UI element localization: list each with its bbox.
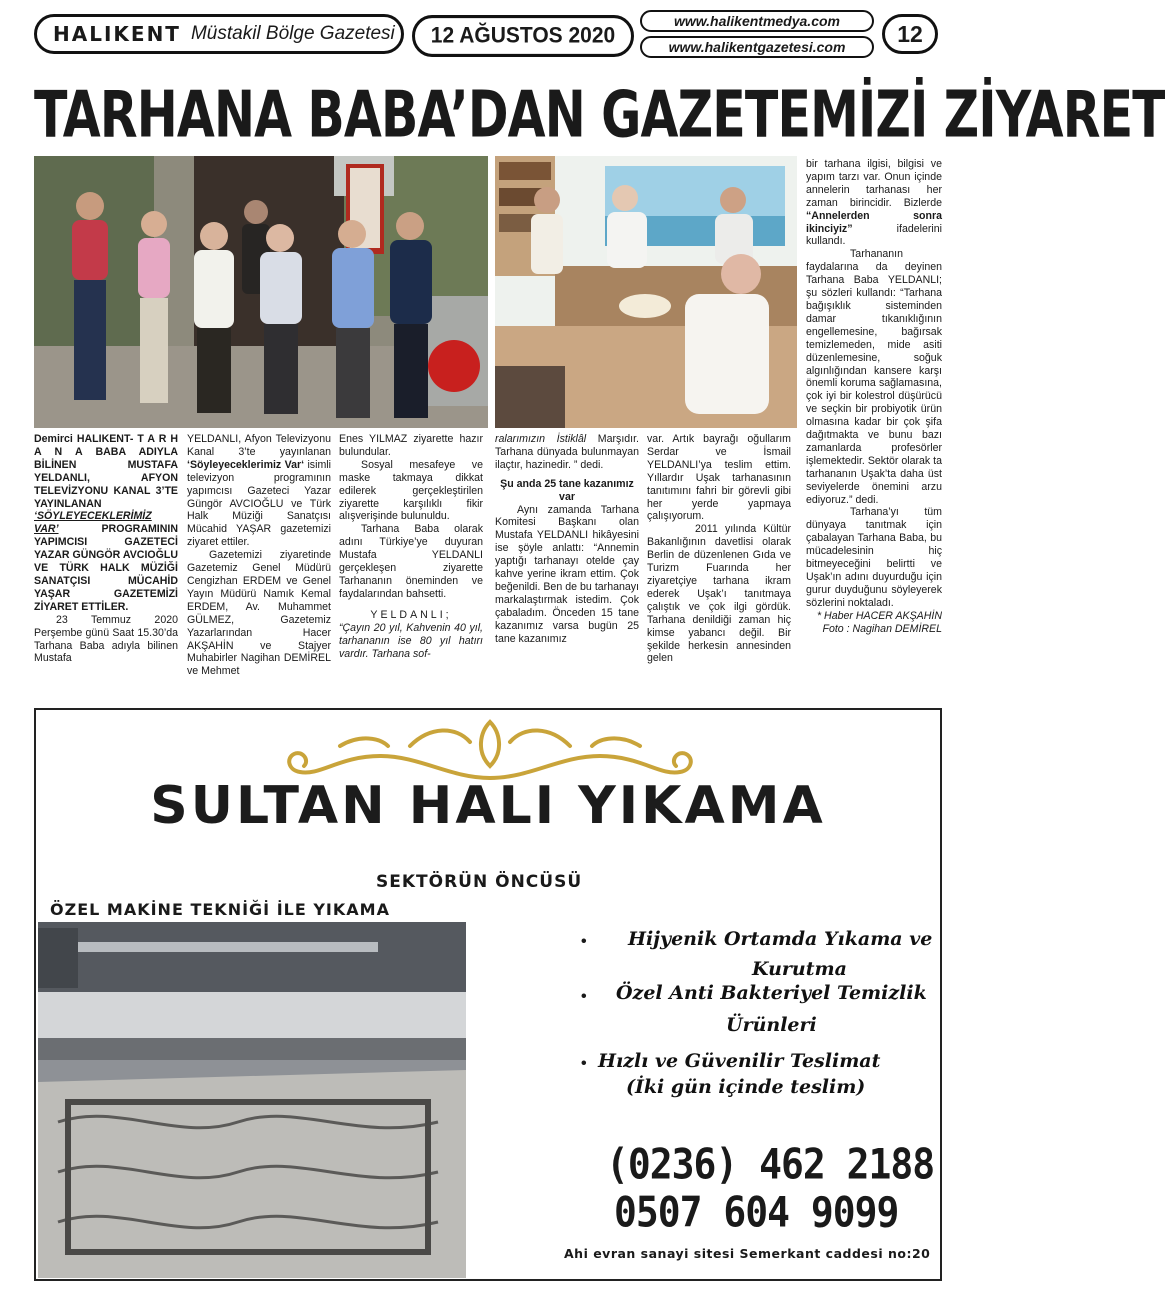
visit-group-photo — [34, 156, 488, 428]
article-column-1 — [34, 433, 178, 705]
program-name: ‘SÖYLEYECEKLERİMİZ VAR’ — [34, 510, 152, 536]
phone-landline[interactable]: (0236) 462 2188 — [606, 1139, 935, 1189]
feature-delivery: Hızlı ve Güvenilir Teslimat — [598, 1050, 881, 1072]
article-text: bir tarhana ilgisi, bilgisi ve yapım tarzı var. Onun içinde annelerin tarhanası her zaman birincidir. Bizlerde — [806, 158, 942, 209]
article-paragraph: Tarhana Baba olarak adını Türkiye’ye duyuran Mustafa YELDANLI gerçekleşen ziyarette Tarhananın öneminden ve faydalarından bahsetti. — [339, 523, 483, 600]
article-paragraph: 2011 yılında Kültür Bakanlığının davetlisi olarak Berlin de düzenlenen Gıda ve Turizm Fuarında her ziyaretçiye tarhana ikram ederek Uşak’ı tanıtmaya çalıştık ve çok ilgi gördük. Tarhana denildiği zaman hiç kimse yabancı değil. Bir şekilde herkesin annesinden gelen — [647, 523, 791, 665]
article-paragraph: Gazetemizi ziyaretinde Gazetemiz Genel Müdürü Cengizhan ERDEM ve Genel Yayın Müdürü Namık Kemal ERDEM, Av. Muhammet GÜLMEZ, Gazetemiz Yazarlarından Hacer AKŞAHİN ve Stajyer Muhabirler Nagihan DEMİREL ve Mehmet — [187, 549, 331, 678]
bullet-point: • — [581, 933, 587, 950]
feature-antibacterial: Özel Anti Bakteriyel Temizlik — [616, 982, 927, 1004]
article-paragraph: var. Artık bayrağı oğullarım Serdar ve İsmail YELDANLI’ya teslim ettim. Yıllardır Uşak tarhanasının tanıtımını fahri bir görevli gibi her yerde yapmaya çalışıyorum. — [647, 433, 791, 523]
advert-brand-name: SULTAN HALI YIKAMA — [150, 776, 826, 836]
article-text: isimli televizyon programının yapımcısı Gazeteci Yazar Güngör AVCIOĞLU ve Türk Halk Müziği Sanatçısı Mücahid YAŞAR gazetemizi ziyaret ettiler. — [187, 458, 331, 549]
feature-delivery-cont: (İki gün içinde teslim) — [626, 1076, 866, 1098]
photo-credit: Foto : Nagihan DEMİREL — [822, 622, 942, 635]
quote-highlight: “Annelerden sonra ikinciyiz” — [806, 209, 942, 235]
meeting-photo-illustration — [495, 156, 797, 428]
article-paragraph: Tarhananın faydalarına da deyinen Tarhana Baba YELDANLI; şu sözleri kullandı: “Tarhana bağışıklık sisteminden damar tıkanıklığının engellemesine, bağırsak temizlemeden, mide asiti düzenlemesine, soğuk algınlığından kansere karşı önemli koruma sağlamasına, çok iyi bir kolestrol düşürücü ve seçkin bir probiyotik ürün olmasına kadar bir çok şifa dağıtmakta ve bunu bazı zamanlarda profesörler işlemektedir. Sektör olarak ta tarhananın Uşak’ta daha üst seviyelerde önemini arzu ediyoruz.” dedi. — [806, 248, 943, 506]
article-text: ifadelerini kullandı. — [806, 222, 942, 248]
author-credit: * Haber HACER AKŞAHİN — [816, 609, 942, 622]
bullet-point: • — [581, 988, 587, 1005]
article-column-5 — [647, 433, 791, 705]
feature-antibacterial-cont: Ürünleri — [726, 1014, 817, 1036]
masthead-name: HALIKENT — [53, 22, 181, 46]
masthead-subtitle: Müstakil Bölge Gazetesi — [190, 23, 395, 44]
article-column-3 — [339, 433, 483, 705]
article-text: YELDANLI, Afyon Televizyonu Kanal 3’te yayınlanan — [187, 433, 331, 458]
advert-slogan: SEKTÖRÜN ÖNCÜSÜ — [376, 872, 583, 892]
advert-address: Ahi evran sanayi sitesi Semerkant caddesi no:20 — [564, 1246, 931, 1261]
article-column-2 — [187, 433, 331, 705]
article-headline: TARHANA BABA’DAN GAZETEMİZİ ZİYARET — [34, 78, 1165, 152]
article-column-6 — [806, 158, 942, 705]
masthead — [34, 14, 404, 54]
article-lead-end: PROGRAMININ YAPIMCISI GAZETECİ YAZAR GÜNGÖR AVCIOĞLU VE TÜRK HALK MÜZİĞİ SANATÇISI MÜCAHİD YAŞAR GAZETEMİZİ ZİYARET ETTİLER. — [34, 523, 178, 613]
quote-text: ralarımızın İstiklâl — [495, 433, 587, 445]
article-paragraph: Aynı zamanda Tarhana Komitesi Başkanı olan Mustafa YELDANLI hikâyesini ise şöyle anlattı: “Annemin yaptığı tarhanayı otelde çay kahve yerine ikram ettim. Çok beğenildi. Ben de bu tarhanayı markalaştırmak istedim. Çok çabaladım. Önceden 15 tane kazanımız varsa bugün 25 tane kazanımız — [495, 503, 639, 645]
speaker-quote: “Çayın 20 yıl, Kahvenin 40 yıl, tarhananın ise 80 yıl hatırı vardır. Tarhana sof- — [339, 621, 483, 660]
speaker-label: YELDANLI; — [370, 608, 452, 621]
website-link-media[interactable]: www.halikentmedya.com — [640, 10, 874, 32]
bullet-point: • — [581, 1055, 587, 1072]
feature-hygiene-cont: Kurutma — [752, 958, 847, 980]
article-paragraph: 23 Temmuz 2020 Perşembe günü Saat 15.30’da Tarhana Baba adıyla bilinen Mustafa — [34, 613, 178, 665]
office-meeting-photo — [495, 156, 797, 428]
article-column-4 — [495, 433, 639, 705]
machine-photo-illustration — [38, 922, 466, 1278]
website-link-newspaper[interactable]: www.halikentgazetesi.com — [640, 36, 874, 58]
phone-mobile[interactable]: 0507 604 9099 — [614, 1187, 899, 1237]
article-text: Marşıdır. Tarhana dünyada bulunmayan ilaçtır, hazinedir. ” dedi. — [495, 433, 639, 471]
page-number: 12 — [882, 14, 938, 54]
carpet-wash-advert — [34, 708, 942, 1281]
advert-technique: ÖZEL MAKİNE TEKNİĞİ İLE YIKAMA — [50, 900, 390, 919]
article-paragraph: Enes YILMAZ ziyarette hazır bulundular. — [339, 433, 483, 458]
feature-hygiene: Hijyenik Ortamda Yıkama ve — [628, 928, 933, 950]
article-paragraph: Tarhana’yı tüm dünyaya tanıtmak için çabalayan Tarhana Baba, bu mücadelesinin hiç bitmeyeceğini belirtti ve Uşak’ın adını duyurduğu için gurur duyduğunu söyleyerek sözlerini noktaladı. — [806, 506, 942, 609]
article-subheading: Şu anda 25 tane kazanımız var — [500, 477, 634, 503]
issue-date: 12 AĞUSTOS 2020 — [412, 15, 634, 57]
group-photo-illustration — [34, 156, 488, 428]
article-lead: Demirci HALIKENT- T A R H A N A BABA ADIYLA BİLİNEN MUSTAFA YELDANLI, AFYON TELEVİZYONU KANAL 3’TE YAYINLANAN — [34, 433, 178, 510]
article-paragraph: Sosyal mesafeye ve maske takmaya dikkat edilerek gerçekleştirilen ziyarette karşılıklı fikir alışverişinde bulunuldu. — [339, 458, 483, 523]
program-name-quote: ‘Söyleyeceklerimiz Var‘ — [187, 458, 305, 471]
carpet-washing-machine-photo — [38, 922, 466, 1278]
